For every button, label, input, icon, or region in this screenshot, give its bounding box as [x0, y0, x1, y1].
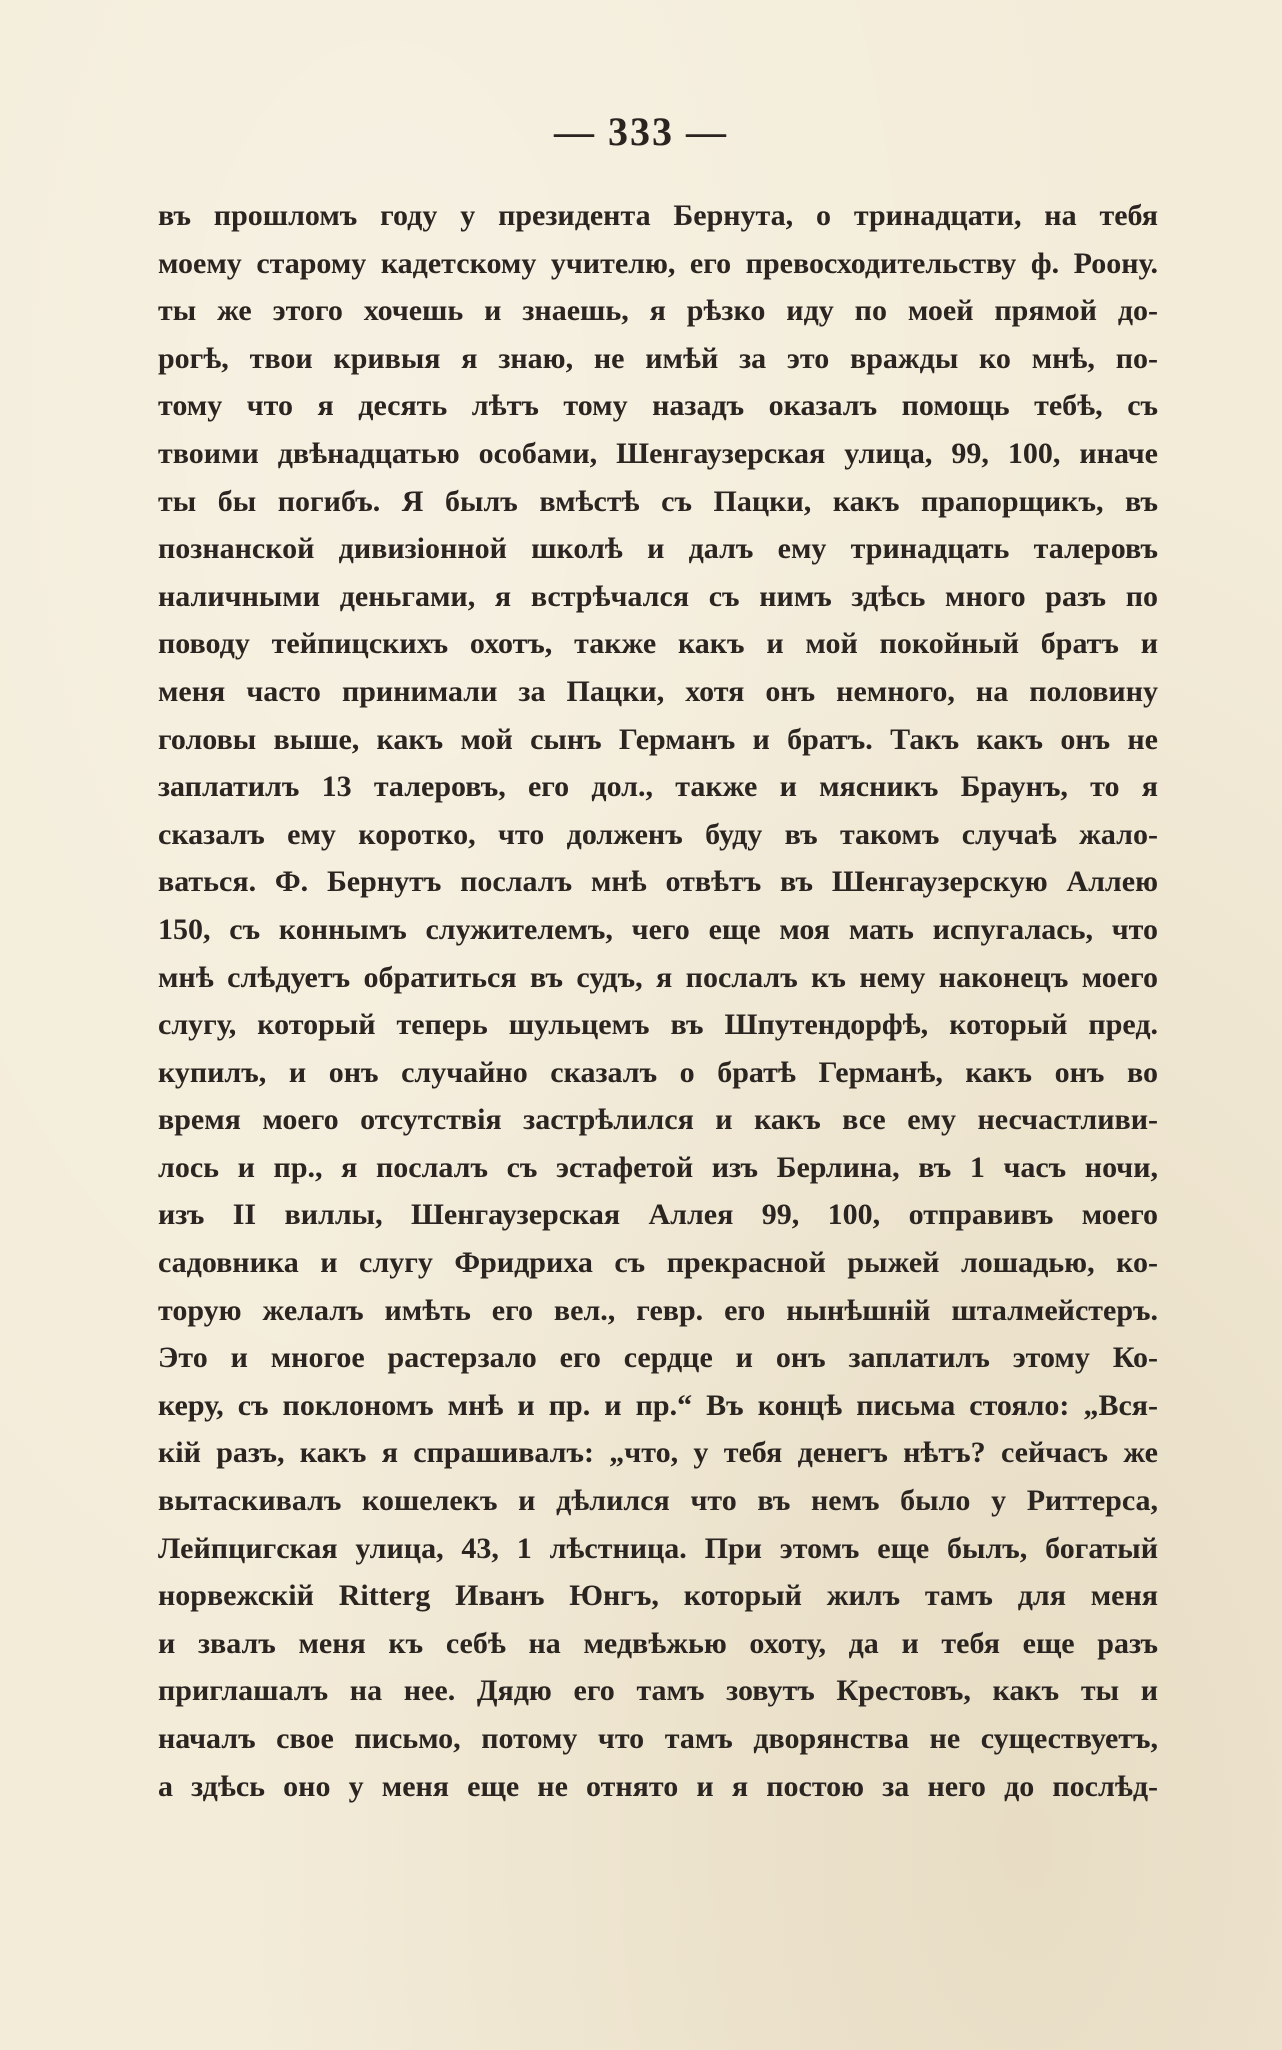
- text-line: рогѣ, твои кривыя я знаю, не имѣй за это вражды ко мнѣ, по-: [158, 341, 1158, 375]
- text-line: началъ свое письмо, потому что тамъ дворянства не существуетъ,: [158, 1722, 1158, 1755]
- text-line: и звалъ меня къ себѣ на медвѣжью охоту, да и тебя еще разъ: [158, 1626, 1158, 1660]
- text-line: изъ II виллы, Шенгаузерская Аллея 99, 100, отправивъ моего: [158, 1198, 1158, 1232]
- text-line: керу, съ поклономъ мнѣ и пр. и пр.“ Въ концѣ письма стояло: „Вся-: [158, 1388, 1158, 1422]
- text-line: кій разъ, какъ я спрашивалъ: „что, у тебя денегъ нѣтъ? сейчасъ же: [158, 1436, 1158, 1470]
- text-line: садовника и слугу Фридриха съ прекрасной рыжей лошадью, ко-: [158, 1246, 1158, 1280]
- text-line: вытаскивалъ кошелекъ и дѣлился что въ немъ было у Риттерса,: [158, 1484, 1158, 1518]
- text-line: время моего отсутствія застрѣлился и какъ все ему несчастливи-: [158, 1103, 1158, 1137]
- text-line: торую желалъ имѣть его вел., гевр. его нынѣшній шталмейстеръ.: [158, 1293, 1158, 1327]
- text-line: поводу тейпицскихъ охотъ, также какъ и мой покойный братъ и: [158, 627, 1158, 661]
- text-line: ты бы погибъ. Я былъ вмѣстѣ съ Пацки, какъ прапорщикъ, въ: [158, 484, 1158, 518]
- text-line: приглашалъ на нее. Дядю его тамъ зовутъ Крестовъ, какъ ты и: [158, 1674, 1158, 1708]
- text-line: 150, съ коннымъ служителемъ, чего еще моя мать испугалась, что: [158, 912, 1158, 946]
- text-line: сказалъ ему коротко, что долженъ буду въ такомъ случаѣ жало-: [158, 817, 1158, 851]
- text-line: ты же этого хочешь и знаешь, я рѣзко иду по моей прямой до-: [158, 294, 1158, 328]
- body-text: [158, 192, 1158, 1810]
- text-line: тому что я десять лѣтъ тому назадъ оказалъ помощь тебѣ, съ: [158, 389, 1158, 423]
- text-line: купилъ, и онъ случайно сказалъ о братѣ Германѣ, какъ онъ во: [158, 1055, 1158, 1089]
- text-line: а здѣсь оно у меня еще не отнято и я постою за него до послѣд-: [158, 1769, 1158, 1803]
- text-line: мнѣ слѣдуетъ обратиться въ судъ, я послалъ къ нему наконецъ моего: [158, 960, 1158, 994]
- text-line: лось и пр., я послалъ съ эстафетой изъ Берлина, въ 1 часъ ночи,: [158, 1150, 1158, 1184]
- text-line: моему старому кадетскому учителю, его превосходительству ф. Роону.: [158, 246, 1158, 280]
- text-line: познанской дивизіонной школѣ и далъ ему тринадцать талеровъ: [158, 532, 1158, 566]
- text-line: норвежскій Ritterg Иванъ Юнгъ, который жилъ тамъ для меня: [158, 1579, 1158, 1613]
- text-line: меня часто принимали за Пацки, хотя онъ немного, на половину: [158, 674, 1158, 708]
- text-line: Это и многое растерзало его сердце и онъ заплатилъ этому Ко-: [158, 1341, 1158, 1375]
- text-line: слугу, который теперь шульцемъ въ Шпутендорфѣ, который пред.: [158, 1008, 1158, 1042]
- text-line: головы выше, какъ мой сынъ Германъ и братъ. Такъ какъ онъ не: [158, 722, 1158, 756]
- text-line: Лейпцигская улица, 43, 1 лѣстница. При этомъ еще былъ, богатый: [158, 1531, 1158, 1565]
- text-line: наличными деньгами, я встрѣчался съ нимъ здѣсь много разъ по: [158, 579, 1158, 613]
- text-line: въ прошломъ году у президента Бернута, о тринадцати, на тебя: [158, 199, 1158, 232]
- text-line: твоими двѣнадцатью особами, Шенгаузерская улица, 99, 100, иначе: [158, 436, 1158, 470]
- text-line: ваться. Ф. Бернутъ послалъ мнѣ отвѣтъ въ Шенгаузерскую Аллею: [158, 865, 1158, 899]
- page-number: — 333 —: [554, 109, 728, 154]
- text-line: заплатилъ 13 талеровъ, его дол., также и мясникъ Браунъ, то я: [158, 770, 1158, 804]
